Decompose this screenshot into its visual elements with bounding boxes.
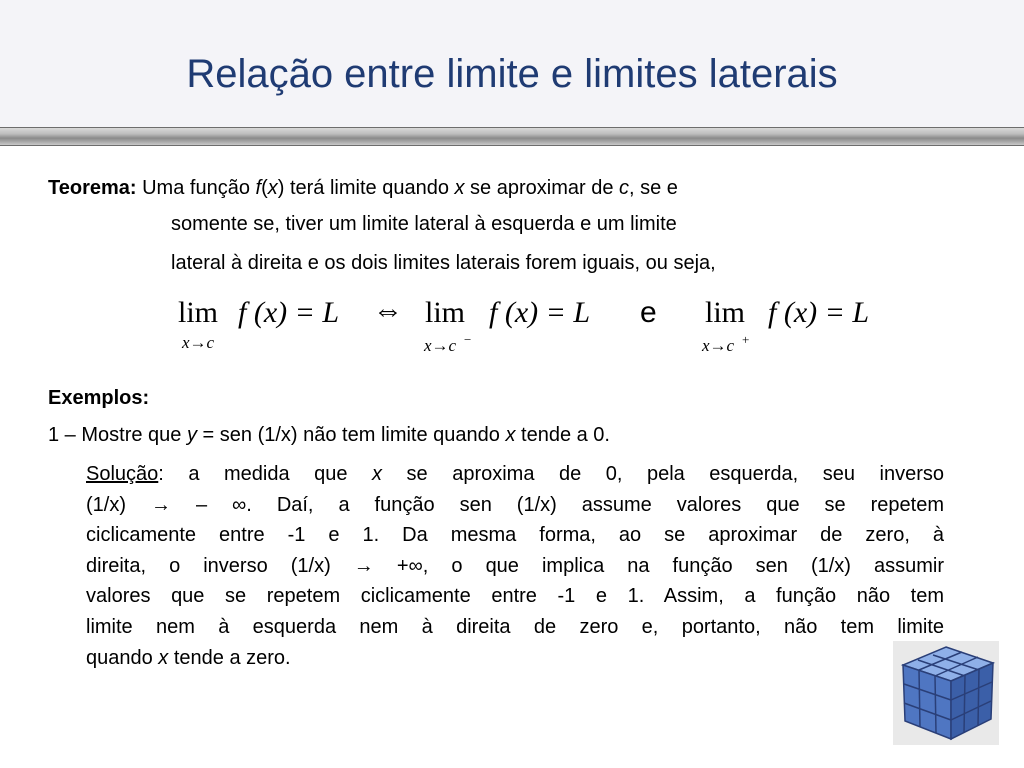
x-variable: x — [267, 177, 278, 199]
text-span: 1 – Mostre que — [48, 424, 187, 446]
text-span: tende a 0. — [515, 424, 610, 446]
examples-heading: Exemplos: — [48, 387, 150, 409]
theorem-label: Teorema: — [48, 177, 137, 199]
solution-line — [86, 643, 944, 674]
lim-1: lim — [178, 296, 219, 329]
x-variable: x — [454, 177, 465, 199]
text-span: ) terá limite quando — [277, 177, 455, 199]
solution-line: ciclicamente entre -1 e 1. Da mesma forma, ao se aproximar de zero, à — [86, 524, 944, 547]
slide-title: Relação entre limite e limites laterais — [186, 52, 838, 96]
text-span: Uma função — [142, 177, 256, 199]
f-equals-l-1: f (x) = L — [238, 296, 340, 329]
lim-3-subscript: x→c — [702, 336, 735, 355]
y-variable: y — [186, 424, 197, 446]
theorem-line-2: somente se, tiver um limite lateral à esquerda e um limite — [171, 213, 677, 235]
lim-2: lim — [425, 296, 466, 329]
lim-2-subscript: x→c — [424, 336, 457, 355]
solution-line: limite nem à esquerda nem à direita de zero e, portanto, não tem limite — [86, 615, 944, 638]
lim-3: lim — [705, 296, 746, 329]
iff-symbol: ⇔ — [373, 294, 403, 327]
solution-paragraph — [86, 459, 944, 673]
minus-superscript: − — [464, 332, 472, 347]
theorem-line-1 — [48, 176, 678, 200]
solution-line: direita, o inverso (1/x) → +∞, o que implica na função sen (1/x) assumir — [86, 554, 944, 577]
and-word: e — [640, 296, 657, 329]
c-variable: c — [619, 177, 630, 199]
text-span: ( — [261, 177, 268, 199]
f-equals-l-2: f (x) = L — [489, 296, 591, 329]
text-span: = sen (1/x) não tem limite quando — [196, 424, 506, 446]
x-variable: x — [372, 463, 383, 485]
solution-line: (1/x) → – ∞. Daí, a função sen (1/x) assume valores que se repetem — [86, 493, 944, 516]
f-variable: f — [255, 177, 262, 199]
example-1-statement — [48, 423, 610, 447]
lim-1-subscript: x→c — [182, 333, 215, 352]
x-variable: x — [505, 424, 516, 446]
text-span: se aproxima de 0, pela esquerda, seu inverso — [382, 463, 945, 485]
text-span: se aproximar de — [464, 177, 620, 199]
solution-line — [86, 459, 944, 490]
rubik-cube-graphic — [893, 641, 999, 745]
solution-line: valores que se repetem ciclicamente entre -1 e 1. Assim, a função não tem — [86, 585, 944, 608]
text-span: , se e — [629, 177, 678, 199]
text-span: : a medida que — [158, 463, 373, 485]
title-divider-bar — [0, 127, 1024, 146]
theorem-line-3: lateral à direita e os dois limites laterais forem iguais, ou seja, — [171, 252, 716, 274]
rubik-cube-icon — [893, 641, 999, 745]
text-span: quando — [86, 646, 159, 669]
f-equals-l-3: f (x) = L — [768, 296, 870, 329]
solution-label: Solução — [86, 463, 159, 485]
x-variable: x — [158, 646, 169, 669]
text-span: tende a zero. — [168, 646, 291, 669]
plus-superscript: + — [742, 332, 750, 347]
